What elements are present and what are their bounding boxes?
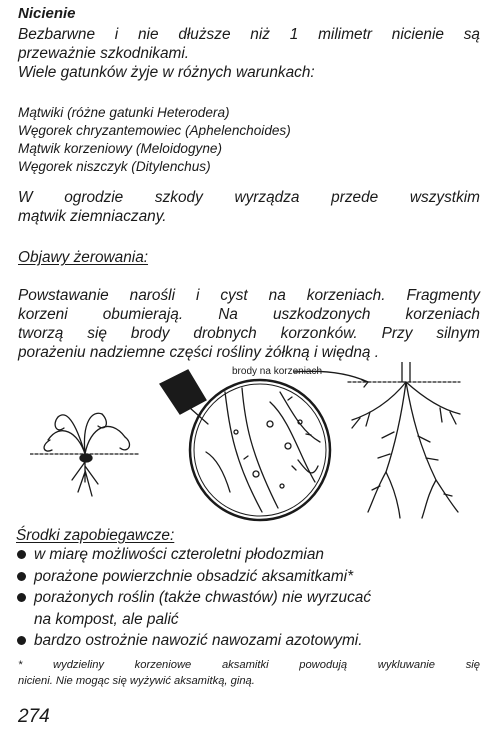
intro-line-1: Bezbarwne i nie dłuższe niż 1 milimetr nicienie są xyxy=(18,26,480,43)
list-item-text: porażone powierzchnie obsadzić aksamitkami* xyxy=(34,567,354,585)
section-heading: Nicienie xyxy=(18,5,76,22)
footnote-line-2: nicieni. Nie mogąc się wyżywić aksamitką, giną. xyxy=(18,675,255,687)
list-item-text: w miarę możliwości czteroletni płodozmian xyxy=(34,546,324,563)
list-item-text: porażonych roślin (także chwastów) nie wyrzucać xyxy=(34,589,372,606)
footnote-line-1: * wydzieliny korzeniowe aksamitki powodują wykluwanie się xyxy=(18,659,480,671)
bullet-icon xyxy=(17,636,26,645)
prevention-list xyxy=(16,544,486,652)
intro-line-3: Wiele gatunków żyje w różnych warunkach: xyxy=(18,64,315,81)
intro-line-2: przeważnie szkodnikami. xyxy=(18,45,190,62)
list-item xyxy=(16,587,486,609)
species-item: Mątwiki (różne gatunki Heterodera) xyxy=(18,105,230,120)
list-item-text: bardzo ostrożnie nawozić nawozami azotowymi. xyxy=(34,632,363,649)
list-item xyxy=(16,544,486,566)
wilting-plant-icon xyxy=(30,413,140,496)
species-item: Mątwik korzeniowy (Meloidogyne) xyxy=(18,141,222,156)
garden-note-line-2: mątwik ziemniaczany. xyxy=(18,208,167,225)
bullet-icon xyxy=(17,550,26,559)
list-item xyxy=(16,566,486,588)
list-item xyxy=(16,630,486,652)
symptoms-heading: Objawy żerowania: xyxy=(18,249,149,266)
prevention-heading: Środki zapobiegawcze: xyxy=(16,527,175,544)
symptoms-line: porażeniu nadziemne części rośliny żółkną i więdną . xyxy=(18,344,380,361)
magnifier-handle-icon xyxy=(160,370,208,424)
species-item: Węgorek niszczyk (Ditylenchus) xyxy=(18,159,211,174)
root-damage-illustration xyxy=(30,362,470,522)
bullet-icon xyxy=(17,572,26,581)
magnified-root-icon xyxy=(190,380,330,520)
species-item: Węgorek chryzantemowiec (Aphelenchoides) xyxy=(18,123,291,138)
symptoms-line: Powstawanie narośli i cyst na korzeniach. Fragmenty xyxy=(18,287,480,304)
symptoms-line: korzeni obumierają. Na uszkodzonych korzeniach xyxy=(18,306,480,323)
figure-label: brody na korzeniach xyxy=(232,366,323,377)
page-number: 274 xyxy=(18,706,50,727)
symptoms-line: tworzą się brody drobnych korzonków. Przy silnym xyxy=(18,325,480,342)
bullet-icon xyxy=(17,593,26,602)
garden-note-line-1: W ogrodzie szkody wyrządza przede wszystkim xyxy=(18,189,480,206)
list-item-continuation: na kompost, ale palić xyxy=(34,610,179,628)
